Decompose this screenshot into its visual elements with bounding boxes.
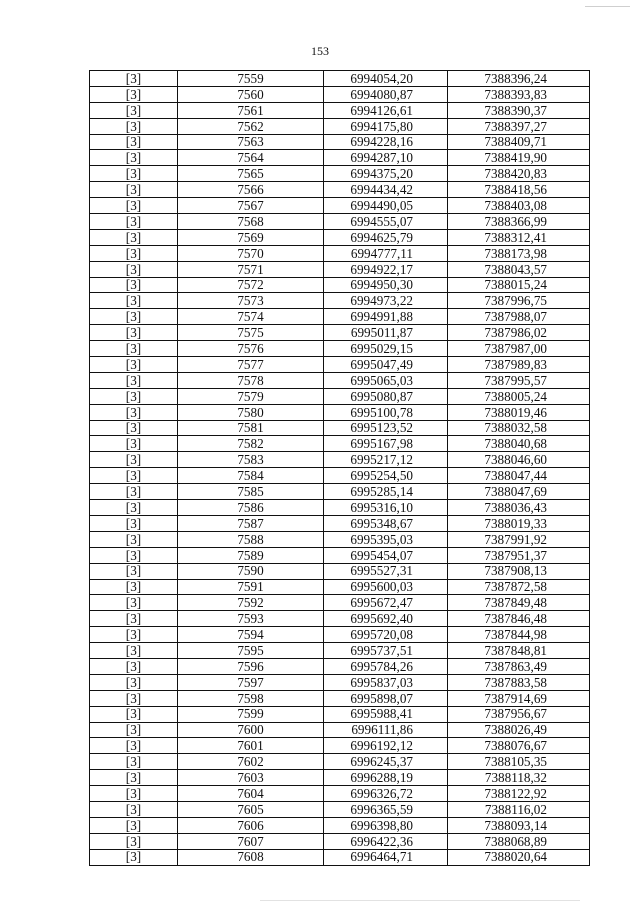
point-number-cell: 7600 xyxy=(178,722,324,738)
x-coordinate-cell: 6995784,26 xyxy=(324,658,448,674)
table-row xyxy=(90,198,590,214)
point-number-cell: 7562 xyxy=(178,118,324,134)
reference-cell: [3] xyxy=(90,563,178,579)
page-number: 153 xyxy=(311,44,329,58)
x-coordinate-cell: 6994054,20 xyxy=(324,71,448,87)
reference-cell: [3] xyxy=(90,150,178,166)
x-coordinate-cell: 6994228,16 xyxy=(324,134,448,150)
y-coordinate-cell: 7388047,44 xyxy=(448,468,590,484)
reference-cell: [3] xyxy=(90,643,178,659)
reference-cell: [3] xyxy=(90,690,178,706)
point-number-cell: 7564 xyxy=(178,150,324,166)
x-coordinate-cell: 6994922,17 xyxy=(324,261,448,277)
table-row xyxy=(90,690,590,706)
point-number-cell: 7560 xyxy=(178,86,324,102)
y-coordinate-cell: 7388397,27 xyxy=(448,118,590,134)
table-row xyxy=(90,817,590,833)
x-coordinate-cell: 6996398,80 xyxy=(324,817,448,833)
point-number-cell: 7571 xyxy=(178,261,324,277)
x-coordinate-cell: 6995348,67 xyxy=(324,515,448,531)
bottom-edge-line xyxy=(260,900,580,901)
point-number-cell: 7567 xyxy=(178,198,324,214)
reference-cell: [3] xyxy=(90,325,178,341)
y-coordinate-cell: 7388396,24 xyxy=(448,71,590,87)
point-number-cell: 7601 xyxy=(178,738,324,754)
point-number-cell: 7559 xyxy=(178,71,324,87)
table-row xyxy=(90,658,590,674)
point-number-cell: 7605 xyxy=(178,801,324,817)
y-coordinate-cell: 7388005,24 xyxy=(448,388,590,404)
reference-cell: [3] xyxy=(90,245,178,261)
point-number-cell: 7576 xyxy=(178,341,324,357)
point-number-cell: 7602 xyxy=(178,754,324,770)
table-row xyxy=(90,134,590,150)
y-coordinate-cell: 7388390,37 xyxy=(448,102,590,118)
point-number-cell: 7606 xyxy=(178,817,324,833)
x-coordinate-cell: 6995316,10 xyxy=(324,500,448,516)
y-coordinate-cell: 7387844,98 xyxy=(448,627,590,643)
y-coordinate-cell: 7388046,60 xyxy=(448,452,590,468)
table-row xyxy=(90,229,590,245)
y-coordinate-cell: 7388068,89 xyxy=(448,833,590,849)
y-coordinate-cell: 7387988,07 xyxy=(448,309,590,325)
y-coordinate-cell: 7388019,33 xyxy=(448,515,590,531)
table-row xyxy=(90,770,590,786)
x-coordinate-cell: 6995167,98 xyxy=(324,436,448,452)
x-coordinate-cell: 6996365,59 xyxy=(324,801,448,817)
table-row xyxy=(90,706,590,722)
reference-cell: [3] xyxy=(90,611,178,627)
x-coordinate-cell: 6995720,08 xyxy=(324,627,448,643)
x-coordinate-cell: 6994490,05 xyxy=(324,198,448,214)
point-number-cell: 7598 xyxy=(178,690,324,706)
point-number-cell: 7585 xyxy=(178,484,324,500)
reference-cell: [3] xyxy=(90,261,178,277)
reference-cell: [3] xyxy=(90,404,178,420)
y-coordinate-cell: 7388105,35 xyxy=(448,754,590,770)
reference-cell: [3] xyxy=(90,817,178,833)
table-row xyxy=(90,563,590,579)
table-row xyxy=(90,372,590,388)
y-coordinate-cell: 7388118,32 xyxy=(448,770,590,786)
point-number-cell: 7594 xyxy=(178,627,324,643)
table-row xyxy=(90,484,590,500)
y-coordinate-cell: 7387995,57 xyxy=(448,372,590,388)
table-row xyxy=(90,738,590,754)
x-coordinate-cell: 6995254,50 xyxy=(324,468,448,484)
x-coordinate-cell: 6995065,03 xyxy=(324,372,448,388)
point-number-cell: 7599 xyxy=(178,706,324,722)
reference-cell: [3] xyxy=(90,801,178,817)
reference-cell: [3] xyxy=(90,849,178,865)
table-row xyxy=(90,118,590,134)
reference-cell: [3] xyxy=(90,738,178,754)
table-row xyxy=(90,674,590,690)
y-coordinate-cell: 7387863,49 xyxy=(448,658,590,674)
x-coordinate-cell: 6994625,79 xyxy=(324,229,448,245)
y-coordinate-cell: 7388116,02 xyxy=(448,801,590,817)
table-row xyxy=(90,833,590,849)
reference-cell: [3] xyxy=(90,531,178,547)
x-coordinate-cell: 6995737,51 xyxy=(324,643,448,659)
x-coordinate-cell: 6995217,12 xyxy=(324,452,448,468)
reference-cell: [3] xyxy=(90,182,178,198)
y-coordinate-cell: 7388420,83 xyxy=(448,166,590,182)
reference-cell: [3] xyxy=(90,166,178,182)
top-edge-line xyxy=(585,6,630,7)
table-row xyxy=(90,722,590,738)
point-number-cell: 7570 xyxy=(178,245,324,261)
point-number-cell: 7608 xyxy=(178,849,324,865)
y-coordinate-cell: 7388409,71 xyxy=(448,134,590,150)
x-coordinate-cell: 6995837,03 xyxy=(324,674,448,690)
point-number-cell: 7577 xyxy=(178,357,324,373)
y-coordinate-cell: 7388122,92 xyxy=(448,786,590,802)
reference-cell: [3] xyxy=(90,388,178,404)
reference-cell: [3] xyxy=(90,770,178,786)
table-row xyxy=(90,547,590,563)
y-coordinate-cell: 7388312,41 xyxy=(448,229,590,245)
reference-cell: [3] xyxy=(90,86,178,102)
table-row xyxy=(90,71,590,87)
reference-cell: [3] xyxy=(90,674,178,690)
reference-cell: [3] xyxy=(90,484,178,500)
reference-cell: [3] xyxy=(90,627,178,643)
x-coordinate-cell: 6994434,42 xyxy=(324,182,448,198)
reference-cell: [3] xyxy=(90,372,178,388)
y-coordinate-cell: 7387908,13 xyxy=(448,563,590,579)
table-row xyxy=(90,261,590,277)
y-coordinate-cell: 7388036,43 xyxy=(448,500,590,516)
x-coordinate-cell: 6996245,37 xyxy=(324,754,448,770)
x-coordinate-cell: 6994375,20 xyxy=(324,166,448,182)
table-row xyxy=(90,595,590,611)
point-number-cell: 7597 xyxy=(178,674,324,690)
y-coordinate-cell: 7388047,69 xyxy=(448,484,590,500)
point-number-cell: 7591 xyxy=(178,579,324,595)
table-row xyxy=(90,531,590,547)
reference-cell: [3] xyxy=(90,595,178,611)
reference-cell: [3] xyxy=(90,786,178,802)
point-number-cell: 7583 xyxy=(178,452,324,468)
table-row xyxy=(90,102,590,118)
coordinates-table-body xyxy=(90,71,590,866)
y-coordinate-cell: 7387848,81 xyxy=(448,643,590,659)
reference-cell: [3] xyxy=(90,515,178,531)
coordinates-table xyxy=(89,70,590,866)
y-coordinate-cell: 7387914,69 xyxy=(448,690,590,706)
y-coordinate-cell: 7387951,37 xyxy=(448,547,590,563)
y-coordinate-cell: 7388366,99 xyxy=(448,214,590,230)
reference-cell: [3] xyxy=(90,357,178,373)
x-coordinate-cell: 6996464,71 xyxy=(324,849,448,865)
reference-cell: [3] xyxy=(90,118,178,134)
y-coordinate-cell: 7388043,57 xyxy=(448,261,590,277)
x-coordinate-cell: 6995080,87 xyxy=(324,388,448,404)
reference-cell: [3] xyxy=(90,452,178,468)
x-coordinate-cell: 6994175,80 xyxy=(324,118,448,134)
table-row xyxy=(90,309,590,325)
point-number-cell: 7569 xyxy=(178,229,324,245)
y-coordinate-cell: 7388393,83 xyxy=(448,86,590,102)
reference-cell: [3] xyxy=(90,420,178,436)
table-row xyxy=(90,341,590,357)
point-number-cell: 7580 xyxy=(178,404,324,420)
table-row xyxy=(90,214,590,230)
y-coordinate-cell: 7388076,67 xyxy=(448,738,590,754)
reference-cell: [3] xyxy=(90,722,178,738)
y-coordinate-cell: 7388418,56 xyxy=(448,182,590,198)
table-row xyxy=(90,500,590,516)
point-number-cell: 7579 xyxy=(178,388,324,404)
x-coordinate-cell: 6995123,52 xyxy=(324,420,448,436)
point-number-cell: 7568 xyxy=(178,214,324,230)
reference-cell: [3] xyxy=(90,754,178,770)
table-row xyxy=(90,786,590,802)
y-coordinate-cell: 7388019,46 xyxy=(448,404,590,420)
y-coordinate-cell: 7388403,08 xyxy=(448,198,590,214)
point-number-cell: 7592 xyxy=(178,595,324,611)
x-coordinate-cell: 6994080,87 xyxy=(324,86,448,102)
reference-cell: [3] xyxy=(90,500,178,516)
point-number-cell: 7588 xyxy=(178,531,324,547)
reference-cell: [3] xyxy=(90,579,178,595)
x-coordinate-cell: 6994777,11 xyxy=(324,245,448,261)
x-coordinate-cell: 6995527,31 xyxy=(324,563,448,579)
x-coordinate-cell: 6995285,14 xyxy=(324,484,448,500)
table-row xyxy=(90,627,590,643)
table-row xyxy=(90,754,590,770)
x-coordinate-cell: 6995454,07 xyxy=(324,547,448,563)
y-coordinate-cell: 7387986,02 xyxy=(448,325,590,341)
table-row xyxy=(90,436,590,452)
point-number-cell: 7578 xyxy=(178,372,324,388)
y-coordinate-cell: 7387846,48 xyxy=(448,611,590,627)
x-coordinate-cell: 6994973,22 xyxy=(324,293,448,309)
reference-cell: [3] xyxy=(90,468,178,484)
table-row xyxy=(90,182,590,198)
table-row xyxy=(90,325,590,341)
reference-cell: [3] xyxy=(90,833,178,849)
y-coordinate-cell: 7387872,58 xyxy=(448,579,590,595)
x-coordinate-cell: 6995692,40 xyxy=(324,611,448,627)
y-coordinate-cell: 7387883,58 xyxy=(448,674,590,690)
table-row xyxy=(90,166,590,182)
point-number-cell: 7586 xyxy=(178,500,324,516)
x-coordinate-cell: 6995898,07 xyxy=(324,690,448,706)
reference-cell: [3] xyxy=(90,658,178,674)
x-coordinate-cell: 6994126,61 xyxy=(324,102,448,118)
table-row xyxy=(90,611,590,627)
y-coordinate-cell: 7388032,58 xyxy=(448,420,590,436)
point-number-cell: 7566 xyxy=(178,182,324,198)
table-row xyxy=(90,404,590,420)
y-coordinate-cell: 7388040,68 xyxy=(448,436,590,452)
table-row xyxy=(90,849,590,865)
table-row xyxy=(90,245,590,261)
point-number-cell: 7604 xyxy=(178,786,324,802)
x-coordinate-cell: 6994287,10 xyxy=(324,150,448,166)
y-coordinate-cell: 7387989,83 xyxy=(448,357,590,373)
reference-cell: [3] xyxy=(90,547,178,563)
reference-cell: [3] xyxy=(90,134,178,150)
point-number-cell: 7595 xyxy=(178,643,324,659)
point-number-cell: 7603 xyxy=(178,770,324,786)
y-coordinate-cell: 7388020,64 xyxy=(448,849,590,865)
x-coordinate-cell: 6996422,36 xyxy=(324,833,448,849)
x-coordinate-cell: 6996192,12 xyxy=(324,738,448,754)
y-coordinate-cell: 7388419,90 xyxy=(448,150,590,166)
table-row xyxy=(90,388,590,404)
x-coordinate-cell: 6994950,30 xyxy=(324,277,448,293)
reference-cell: [3] xyxy=(90,198,178,214)
table-row xyxy=(90,357,590,373)
point-number-cell: 7561 xyxy=(178,102,324,118)
x-coordinate-cell: 6996326,72 xyxy=(324,786,448,802)
y-coordinate-cell: 7387849,48 xyxy=(448,595,590,611)
point-number-cell: 7581 xyxy=(178,420,324,436)
x-coordinate-cell: 6995988,41 xyxy=(324,706,448,722)
point-number-cell: 7596 xyxy=(178,658,324,674)
y-coordinate-cell: 7387956,67 xyxy=(448,706,590,722)
reference-cell: [3] xyxy=(90,277,178,293)
point-number-cell: 7593 xyxy=(178,611,324,627)
y-coordinate-cell: 7388015,24 xyxy=(448,277,590,293)
table-row xyxy=(90,150,590,166)
point-number-cell: 7563 xyxy=(178,134,324,150)
point-number-cell: 7587 xyxy=(178,515,324,531)
reference-cell: [3] xyxy=(90,214,178,230)
x-coordinate-cell: 6994991,88 xyxy=(324,309,448,325)
x-coordinate-cell: 6994555,07 xyxy=(324,214,448,230)
table-row xyxy=(90,579,590,595)
reference-cell: [3] xyxy=(90,293,178,309)
x-coordinate-cell: 6995395,03 xyxy=(324,531,448,547)
x-coordinate-cell: 6995600,03 xyxy=(324,579,448,595)
point-number-cell: 7589 xyxy=(178,547,324,563)
reference-cell: [3] xyxy=(90,436,178,452)
y-coordinate-cell: 7387987,00 xyxy=(448,341,590,357)
y-coordinate-cell: 7388173,98 xyxy=(448,245,590,261)
x-coordinate-cell: 6995011,87 xyxy=(324,325,448,341)
reference-cell: [3] xyxy=(90,341,178,357)
reference-cell: [3] xyxy=(90,706,178,722)
x-coordinate-cell: 6996111,86 xyxy=(324,722,448,738)
table-row xyxy=(90,515,590,531)
y-coordinate-cell: 7388093,14 xyxy=(448,817,590,833)
reference-cell: [3] xyxy=(90,71,178,87)
point-number-cell: 7607 xyxy=(178,833,324,849)
x-coordinate-cell: 6995029,15 xyxy=(324,341,448,357)
point-number-cell: 7590 xyxy=(178,563,324,579)
reference-cell: [3] xyxy=(90,309,178,325)
x-coordinate-cell: 6995100,78 xyxy=(324,404,448,420)
point-number-cell: 7584 xyxy=(178,468,324,484)
point-number-cell: 7573 xyxy=(178,293,324,309)
x-coordinate-cell: 6995047,49 xyxy=(324,357,448,373)
x-coordinate-cell: 6995672,47 xyxy=(324,595,448,611)
table-row xyxy=(90,801,590,817)
table-row xyxy=(90,452,590,468)
point-number-cell: 7565 xyxy=(178,166,324,182)
table-row xyxy=(90,468,590,484)
x-coordinate-cell: 6996288,19 xyxy=(324,770,448,786)
table-row xyxy=(90,293,590,309)
y-coordinate-cell: 7387996,75 xyxy=(448,293,590,309)
table-row xyxy=(90,643,590,659)
y-coordinate-cell: 7387991,92 xyxy=(448,531,590,547)
point-number-cell: 7575 xyxy=(178,325,324,341)
table-row xyxy=(90,277,590,293)
point-number-cell: 7574 xyxy=(178,309,324,325)
table-row xyxy=(90,420,590,436)
point-number-cell: 7582 xyxy=(178,436,324,452)
y-coordinate-cell: 7388026,49 xyxy=(448,722,590,738)
coordinates-table-container xyxy=(89,70,590,866)
point-number-cell: 7572 xyxy=(178,277,324,293)
reference-cell: [3] xyxy=(90,229,178,245)
reference-cell: [3] xyxy=(90,102,178,118)
table-row xyxy=(90,86,590,102)
